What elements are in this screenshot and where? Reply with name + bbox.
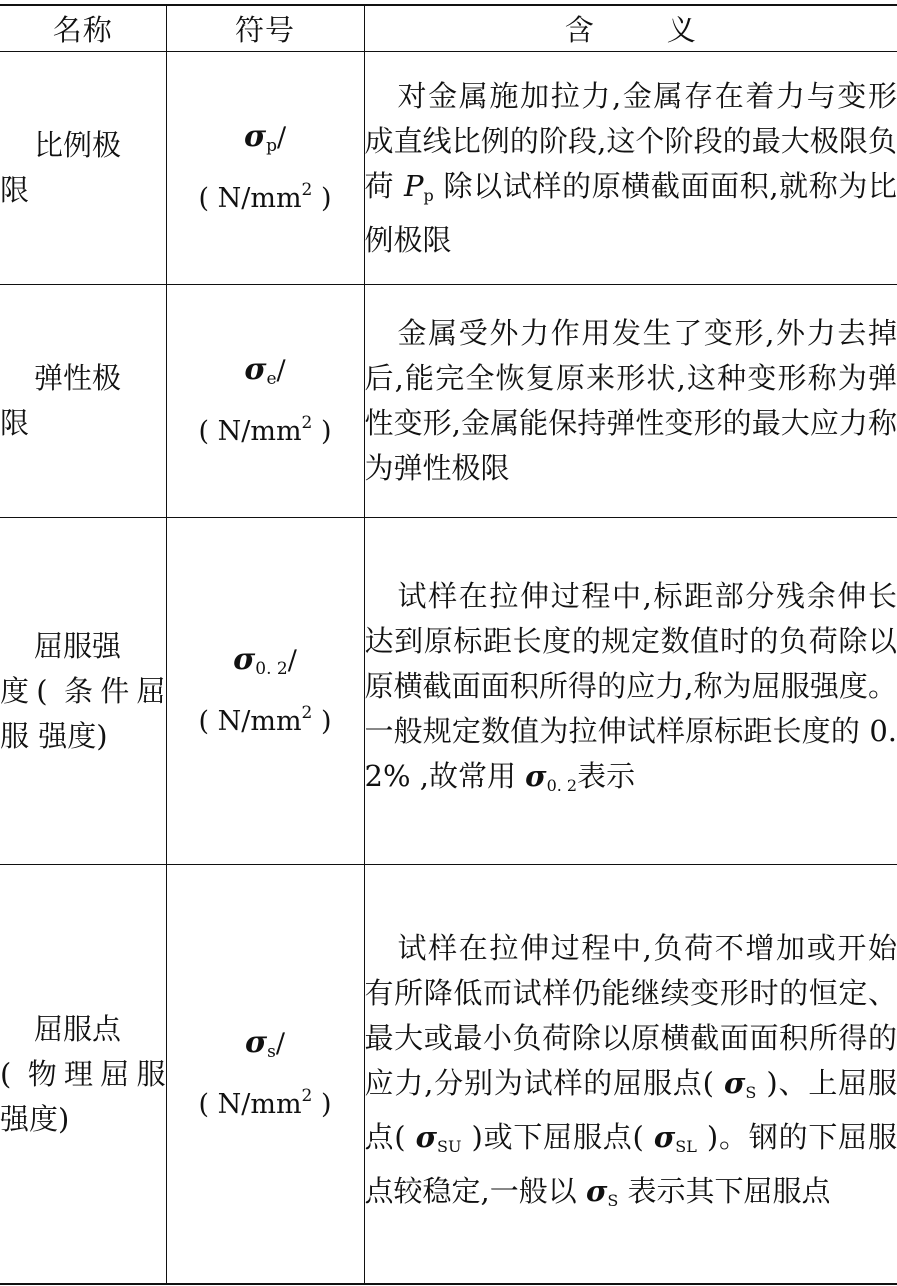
unit-exponent: 2: [301, 703, 313, 723]
table-row-proportional-limit: [0, 52, 897, 285]
description-text: 金属受外力作用发生了变形,外力去掉后,能完全恢复原来形状,这种变形称为弹性变形,金属能保持弹性变形的最大应力称为弹性极限: [364, 316, 897, 485]
name-line-1: 屈服点: [34, 1011, 122, 1046]
unit-text: ( N/mm: [198, 1089, 302, 1120]
symbol-slash: ∕: [276, 122, 287, 153]
symbol-subscript: p: [266, 136, 277, 156]
description-part: 表示其下屈服点: [618, 1173, 831, 1208]
unit-close: ): [312, 183, 332, 214]
name-line-2: 度( 条件屈 服 强度): [0, 673, 166, 753]
symbol-subscript: 0. 2: [255, 659, 288, 679]
table-row-yield-point: [0, 865, 897, 1285]
header-symbol: 符号: [166, 5, 364, 52]
description-cell: [364, 285, 897, 518]
header-name: 名称: [0, 5, 166, 52]
load-symbol-subscript: p: [423, 185, 434, 205]
description-cell: [364, 52, 897, 285]
sigma-subscript: S: [745, 1082, 757, 1102]
description-text: [365, 574, 897, 808]
name-cell: [0, 865, 166, 1285]
name-line-1: 弹性极: [34, 361, 122, 395]
unit-text: ( N/mm: [198, 706, 302, 737]
sigma-symbol: σ: [243, 119, 267, 154]
sigma-symbol: σ: [723, 1065, 746, 1100]
name-cell: [0, 518, 166, 865]
description-cell: [364, 865, 897, 1285]
sigma-symbol: σ: [585, 1173, 608, 1208]
unit-text: ( N/mm: [198, 183, 302, 214]
symbol-cell: [166, 285, 364, 518]
description-part: 表示: [577, 759, 636, 793]
sigma-symbol: σ: [244, 352, 267, 387]
description-part: 试样在拉伸过程中,标距部分残余伸长达到原标距长度的规定数值时的负荷除以原横截面面积所得的应力,称为屈服强度。一般规定数值为拉伸试样原标距长度的 0. 2% ,故常用: [364, 579, 897, 793]
name-line-2: 限: [0, 406, 30, 440]
unit-close: ): [312, 416, 332, 447]
table-row-elastic-limit: [0, 285, 897, 518]
name-line-2: 限: [0, 173, 30, 207]
symbol-subscript: s: [267, 1042, 276, 1062]
name-cell: [0, 285, 166, 518]
name-line-2: ( 物理屈服强度): [0, 1056, 166, 1136]
unit-exponent: 2: [301, 413, 313, 433]
name-line-1: 屈服强: [34, 628, 122, 663]
description-part: )或下屈服点(: [461, 1119, 654, 1154]
unit-exponent: 2: [301, 180, 313, 200]
unit-text: ( N/mm: [198, 416, 302, 447]
sigma-symbol: σ: [245, 1025, 268, 1060]
description-text: [365, 74, 897, 263]
header-meaning-char-1: 含: [564, 13, 595, 47]
description-part: )。钢的下屈服点较稳定,一般以: [364, 1119, 897, 1208]
sigma-symbol: σ: [525, 759, 547, 793]
name-line-1: 比例极: [34, 128, 122, 162]
description-part: )、上屈服点(: [364, 1065, 897, 1154]
header-meaning: [364, 5, 897, 52]
sigma-subscript: SU: [437, 1136, 462, 1156]
symbol-slash: ∕: [275, 1028, 285, 1059]
description-text: [365, 926, 897, 1223]
sigma-symbol: σ: [415, 1119, 438, 1154]
description-part: 对金属施加拉力,金属存在着力与变形成直线比例的阶段,这个阶段的最大极限负荷: [364, 78, 897, 203]
symbol-slash: ∕: [276, 355, 286, 386]
sigma-subscript: 0. 2: [546, 776, 578, 795]
symbol-cell: [166, 518, 364, 865]
symbol-subscript: e: [266, 369, 277, 389]
symbol-cell: [166, 865, 364, 1285]
description-part: 除以试样的原横截面面积,就称为比例极限: [364, 168, 897, 257]
symbol-slash: ∕: [287, 645, 297, 676]
unit-exponent: 2: [301, 1086, 313, 1106]
unit-close: ): [312, 1089, 332, 1120]
sigma-symbol: σ: [233, 642, 256, 677]
sigma-subscript: S: [607, 1190, 619, 1210]
sigma-symbol: σ: [653, 1119, 676, 1154]
table-row-yield-strength: [0, 518, 897, 865]
description-cell: [364, 518, 897, 865]
header-meaning-char-2: 义: [666, 13, 697, 47]
mechanical-properties-table: [0, 4, 897, 1285]
description-part: 试样在拉伸过程中,负荷不增加或开始有所降低而试样仍能继续变形时的恒定、最大或最小负荷除以原横截面面积所得的应力,分别为试样的屈服点(: [364, 930, 897, 1100]
symbol-cell: [166, 52, 364, 285]
load-symbol-P: P: [403, 168, 424, 203]
unit-close: ): [312, 706, 332, 737]
sigma-subscript: SL: [675, 1136, 697, 1156]
name-cell: [0, 52, 166, 285]
header-row: [0, 5, 897, 52]
